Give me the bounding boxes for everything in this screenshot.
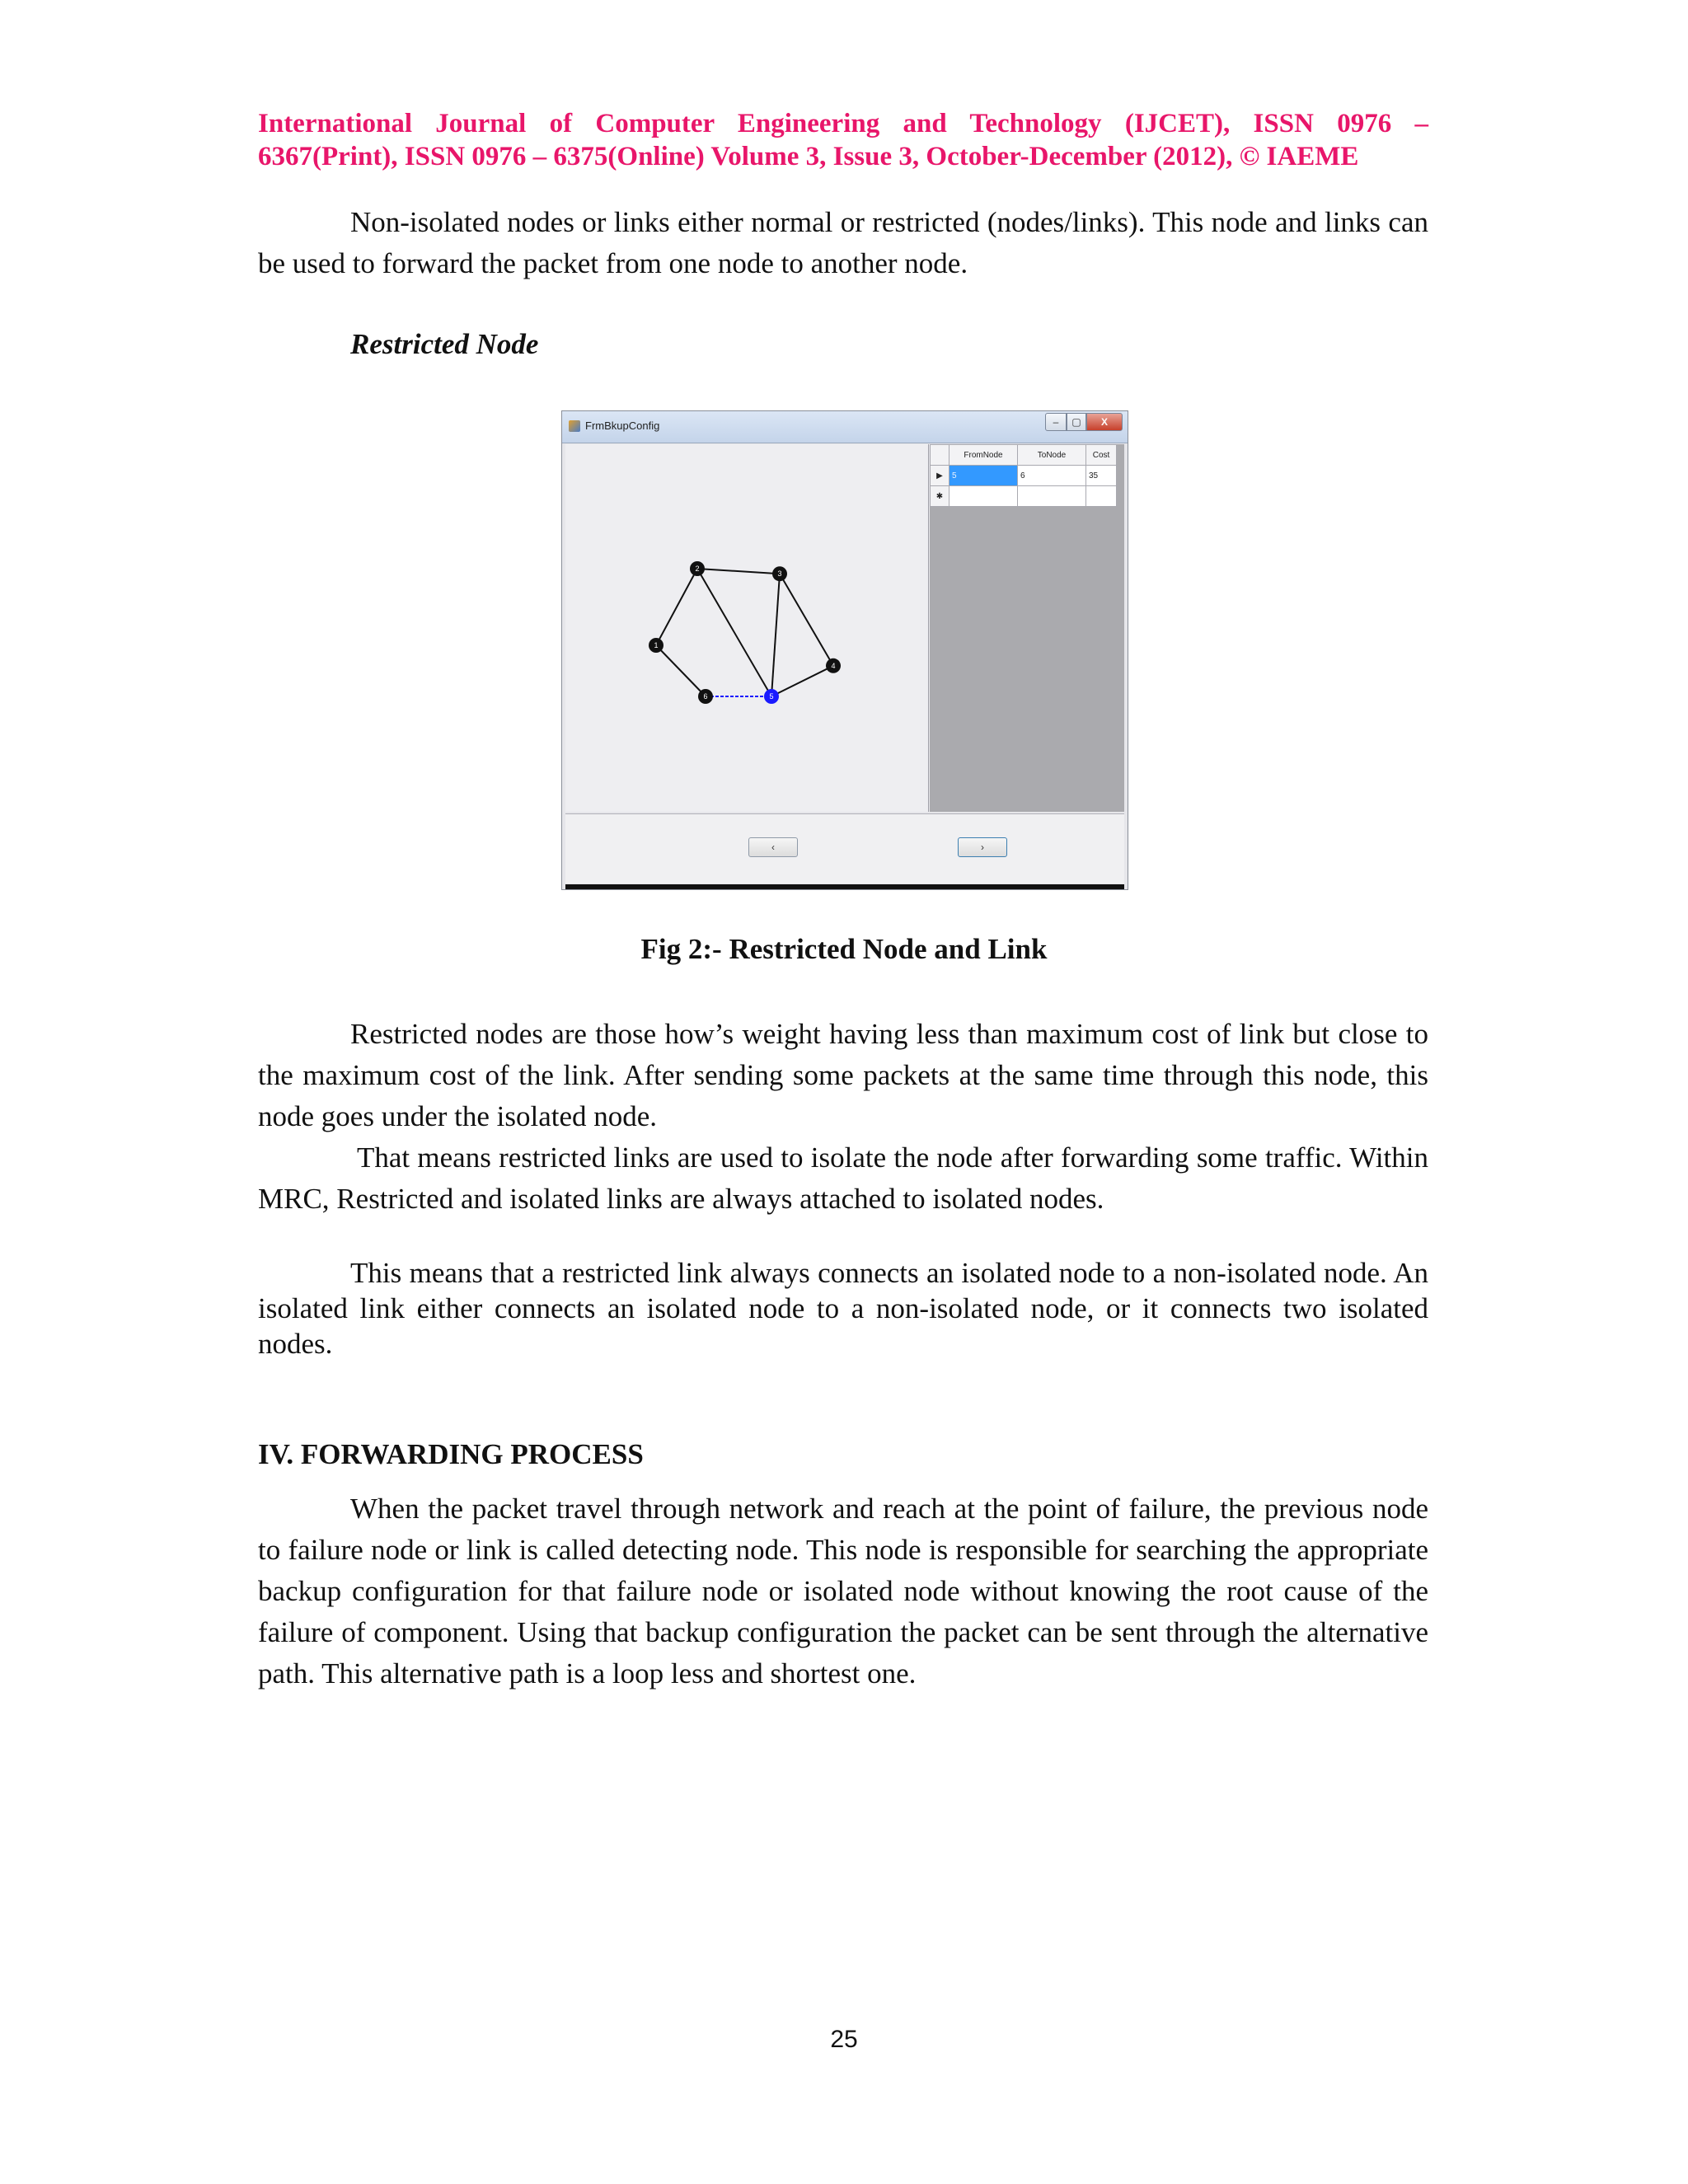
paragraph-restricted-links-text: That means restricted links are used to isolate the node after forwarding some traffic. Within MRC, Restricted and isolated links are always attached to isolated nodes. [258,1141,1428,1215]
paragraph-forwarding-process [258,1488,1428,1694]
column-header-fromnode[interactable]: FromNode [950,445,1018,466]
next-button[interactable]: › [958,837,1007,857]
window-titlebar [562,411,1128,443]
journal-header [258,107,1428,173]
graph-link-2-3 [697,569,780,574]
paragraph-restricted-links [258,1137,1428,1220]
graph-link-3-4 [780,574,833,666]
app-window-screenshot [561,410,1128,890]
column-header-tonode[interactable]: ToNode [1018,445,1086,466]
navigation-bar [565,813,1124,883]
journal-header-line-2: 6367(Print), ISSN 0976 – 6375(Online) Volume 3, Issue 3, October-December (2012), © IAEME [258,142,1359,171]
app-icon [569,420,580,432]
graph-link-3-5 [771,574,780,696]
window-controls [1045,413,1123,431]
current-row-marker: ▶ [931,466,950,486]
window-title: FrmBkupConfig [585,419,660,432]
paragraph-forwarding-process-text: When the packet travel through network and reach at the point of failure, the previous node to failure node or link is called detecting node. This node is responsible for searching the appropriate backup configuration for that failure node or isolated node without knowing the root cause of the failure of component. Using that backup configuration the packet can be sent through the alternative path. This alternative path is a loop less and shortest one. [258,1493,1428,1690]
column-header-cost[interactable]: Cost [1086,445,1117,466]
paragraph-isolated-links-text: This means that a restricted link always connects an isolated node to a non-isolated node. An isolated link either connects an isolated node to a non-isolated node, or it connects two isolated nodes. [258,1257,1428,1360]
minimize-button[interactable]: – [1045,413,1067,431]
table-row[interactable] [931,466,1117,486]
graph-node-label-2: 2 [695,565,700,573]
link-table [930,444,1117,507]
graph-link-1-6 [656,645,706,696]
graph-link-4-5 [771,666,833,696]
paragraph-restricted-nodes-text: Restricted nodes are those how’s weight having less than maximum cost of link but close to the maximum cost of the link. After sending some packets at the same time through this node, this node goes under the isolated node. [258,1018,1428,1132]
subheading-restricted-node: Restricted Node [350,328,539,360]
graph-link-2-5 [697,569,771,696]
link-data-grid [930,444,1124,812]
new-row-marker: ✱ [931,486,950,507]
paragraph-isolated-links [258,1255,1428,1361]
new-cell-tonode[interactable] [1018,486,1086,507]
cell-fromnode[interactable]: 5 [950,466,1018,486]
graph-node-label-1: 1 [654,641,659,649]
graph-node-label-4: 4 [831,661,836,670]
paragraph-restricted-nodes [258,1014,1428,1137]
maximize-button[interactable]: ▢ [1067,413,1086,431]
new-cell-cost[interactable] [1086,486,1117,507]
new-table-row[interactable] [931,486,1117,507]
graph-node-label-3: 3 [777,569,782,579]
new-cell-fromnode[interactable] [950,486,1018,507]
row-header-corner [931,445,950,466]
close-button[interactable]: X [1086,413,1123,431]
intro-paragraph [258,202,1428,284]
page-number: 25 [830,2026,858,2053]
window-bottom-border [565,884,1124,889]
graph-node-label-5: 5 [769,692,774,701]
previous-button[interactable]: ‹ [748,837,798,857]
network-graph [565,444,928,812]
intro-paragraph-text: Non-isolated nodes or links either normal or restricted (nodes/links). This node and links can be used to forward the packet from one node to another node. [258,206,1428,279]
section-heading-forwarding-process: IV. FORWARDING PROCESS [258,1438,644,1470]
table-header-row [931,445,1117,466]
figure-caption: Fig 2:- Restricted Node and Link [640,933,1048,965]
graph-link-1-2 [656,569,697,645]
graph-node-label-6: 6 [703,692,708,701]
journal-header-line-1: International Journal of Computer Engineering and Technology (IJCET), ISSN 0976 – [258,109,1428,138]
network-graph-canvas [565,444,929,812]
cell-cost[interactable]: 35 [1086,466,1117,486]
cell-tonode[interactable]: 6 [1018,466,1086,486]
